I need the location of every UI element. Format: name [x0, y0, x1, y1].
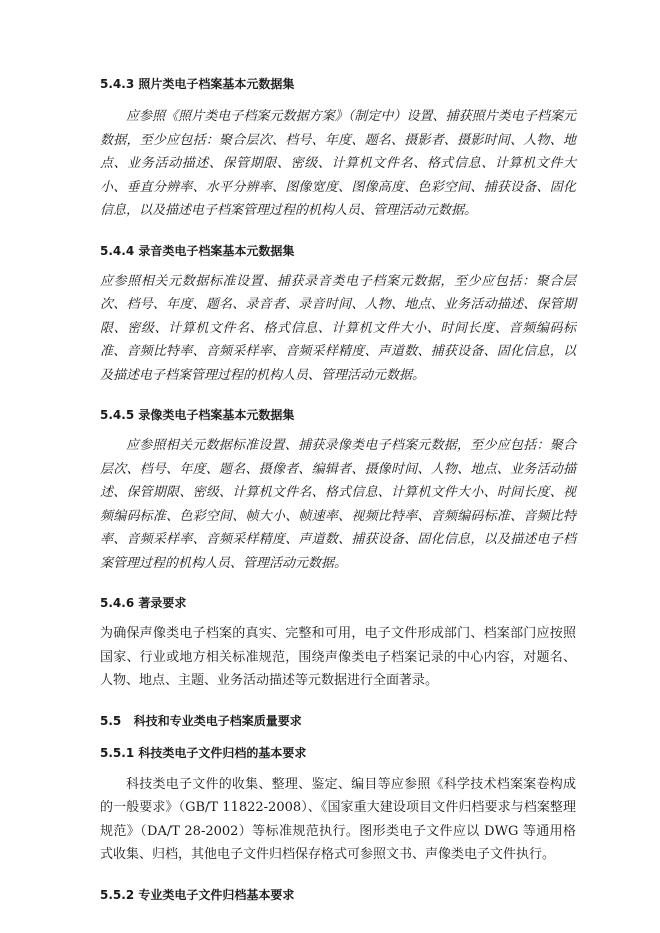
section-paragraph-5-4-3: 应参照《照片类电子档案元数据方案》（制定中）设置、捕获照片类电子档案元数据，至少应包括：聚合层次、档号、年度、题名、摄影者、摄影时间、人物、地点、业务活动描述、保管期限、密级、计算机文件名、格式信息、计算机文件大小、垂直分辨率、水平分辨率、图像宽度、图像高度、色彩空间、捕获设备、固化信息，以及描述电子档案管理过程的机构人员、管理活动元数据。	[100, 109, 576, 218]
section-paragraph-5-4-4: 应参照相关元数据标准设置、捕获录音类电子档案元数据，至少应包括：聚合层次、档号、年度、题名、录音者、录音时间、人物、地点、业务活动描述、保管期限、密级、计算机文件名、格式信息、计算机文件大小、时间长度、音频编码标准、音频比特率、音频采样率、音频采样精度、声道数、捕获设备、固化信息，以及描述电子档案管理过程的机构人员、管理活动元数据。	[100, 273, 576, 383]
section-heading-5-4-3: 5.4.3 照片类电子档案基本元数据集	[100, 77, 295, 91]
section-heading-5-4-5: 5.4.5 录像类电子档案基本元数据集	[100, 408, 295, 422]
section-heading-5-4-4: 5.4.4 录音类电子档案基本元数据集	[100, 243, 295, 258]
page-content	[100, 76, 576, 903]
section-heading-5-5-1: 5.5.1 科技类电子文件归档的基本要求	[100, 745, 307, 760]
section-heading-5-4-6: 5.4.6 著录要求	[100, 596, 187, 610]
section-paragraph-5-5-1: 科技类电子文件的收集、整理、鉴定、编目等应参照《科学技术档案案卷构成的一般要求》（GB/T 11822-2008）、《国家重大建设项目文件归档要求与档案整理规范》（DA/T 28-2002）等标准规范执行。图形类电子文件应以 DWG 等通用格式收集、归档，其他电子文件归档保存格式可参照文书、声像类电子文件执行。	[100, 776, 576, 862]
section-paragraph-5-4-5: 应参照相关元数据标准设置、捕获录像类电子档案元数据，至少应包括：聚合层次、档号、年度、题名、摄像者、编辑者、摄像时间、人物、地点、业务活动描述、保管期限、密级、计算机文件名、格式信息、计算机文件大小、时间长度、视频编码标准、色彩空间、帧大小、帧速率、视频比特率、音频编码标准、音频比特率、音频采样率、音频采样精度、声道数、捕获设备、固化信息，以及描述电子档案管理过程的机构人员、管理活动元数据。	[100, 438, 576, 571]
section-heading-5-5-2: 5.5.2 专业类电子文件归档基本要求	[100, 887, 295, 902]
section-heading-5-5: 5.5 科技和专业类电子档案质量要求	[100, 713, 302, 728]
section-paragraph-5-4-6: 为确保声像类电子档案的真实、完整和可用，电子文件形成部门、档案部门应按照国家、行业或地方相关标准规范，围绕声像类电子档案记录的中心内容，对题名、人物、地点、主题、业务活动描述等元数据进行全面著录。	[100, 626, 576, 688]
